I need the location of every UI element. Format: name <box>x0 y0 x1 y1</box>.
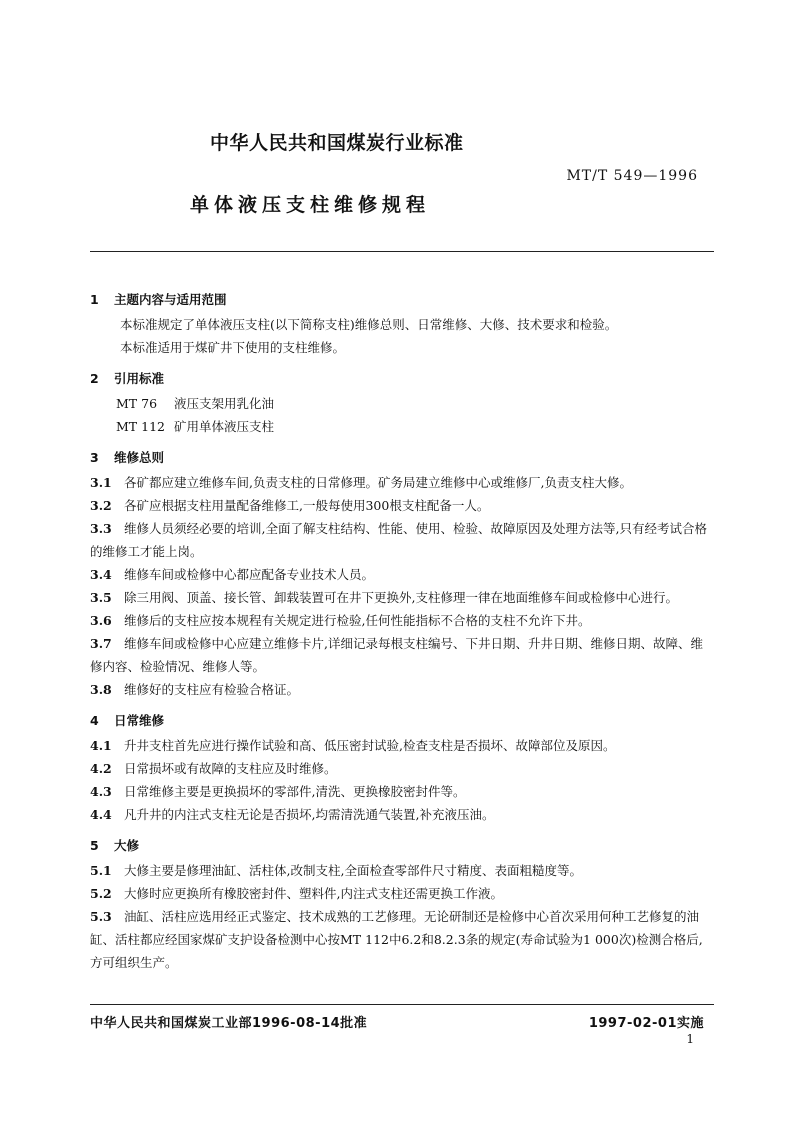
clause-text: 维修人员须经必要的培训,全面了解支柱结构、性能、使用、检验、故障原因及处理方法等,只有经考试合格的维修工才能上岗。 <box>90 521 707 559</box>
section-number: 2 <box>90 371 99 386</box>
clause-item <box>90 882 714 905</box>
clause-item <box>90 632 714 678</box>
clause-text: 维修车间或检修中心应建立维修卡片,详细记录每根支柱编号、下井日期、升井日期、维修日期、故障、维修内容、检验情况、维修人等。 <box>90 636 703 674</box>
clause-item <box>90 609 714 632</box>
clause-number: 3.1 <box>90 475 112 490</box>
header-divider <box>90 251 714 252</box>
clause-text: 日常维修主要是更换损坏的零部件,清洗、更换橡胶密封件等。 <box>124 784 466 799</box>
section-title: 日常维修 <box>114 713 165 728</box>
clause-text: 各矿应根据支柱用量配备维修工,一般每使用300根支柱配备一人。 <box>124 498 490 513</box>
clause-item <box>90 780 714 803</box>
clause-item <box>90 859 714 882</box>
issuing-organization: 中华人民共和国煤炭行业标准 <box>210 132 464 154</box>
reference-title: 液压支架用乳化油 <box>174 396 275 411</box>
clause-item <box>90 678 714 701</box>
section-heading <box>90 834 714 857</box>
clause-number: 5.1 <box>90 863 112 878</box>
section-paragraph: 本标准规定了单体液压支柱(以下简称支柱)维修总则、日常维修、大修、技术要求和检验。 <box>120 317 618 332</box>
reference-code: MT 112 <box>116 419 165 434</box>
implementation-date: 1997-02-01实施 <box>588 1016 704 1031</box>
clause-number: 3.8 <box>90 682 112 697</box>
section-title: 大修 <box>114 838 140 853</box>
clause-text: 大修主要是修理油缸、活柱体,改制支柱,全面检查零部件尺寸精度、表面粗糙度等。 <box>124 863 582 878</box>
reference-entry <box>90 415 714 438</box>
standard-code: MT/T 549—1996 <box>566 168 698 184</box>
clause-text: 日常损坏或有故障的支柱应及时维修。 <box>124 761 337 776</box>
clause-text: 升井支柱首先应进行操作试验和高、低压密封试验,检查支柱是否损坏、故障部位及原因。 <box>124 738 616 753</box>
clause-item <box>90 803 714 826</box>
section-number: 5 <box>90 838 99 853</box>
clause-number: 3.5 <box>90 590 112 605</box>
section-heading <box>90 367 714 390</box>
document-title: 单体液压支柱维修规程 <box>190 194 431 216</box>
approval-statement: 中华人民共和国煤炭工业部1996-08-14批准 <box>90 1016 368 1031</box>
clause-item <box>90 517 714 563</box>
clause-text: 维修好的支柱应有检验合格证。 <box>124 682 300 697</box>
clause-number: 3.2 <box>90 498 112 513</box>
reference-entry <box>90 392 714 415</box>
section-title: 维修总则 <box>114 450 165 465</box>
clause-text: 各矿都应建立维修车间,负责支柱的日常修理。矿务局建立维修中心或维修厂,负责支柱大修。 <box>124 475 632 490</box>
section-heading <box>90 446 714 469</box>
section-heading <box>90 709 714 732</box>
section-title: 引用标准 <box>114 371 165 386</box>
clause-number: 5.2 <box>90 886 112 901</box>
clause-item <box>90 471 714 494</box>
document-body <box>90 288 714 974</box>
section-number: 3 <box>90 450 99 465</box>
clause-number: 4.4 <box>90 807 112 822</box>
clause-item <box>90 494 714 517</box>
section-heading <box>90 288 714 311</box>
clause-text: 除三用阀、顶盖、接长管、卸载装置可在井下更换外,支柱修理一律在地面维修车间或检修中心进行。 <box>124 590 678 605</box>
section-number: 4 <box>90 713 99 728</box>
clause-number: 4.3 <box>90 784 112 799</box>
clause-number: 4.2 <box>90 761 112 776</box>
clause-text: 维修后的支柱应按本规程有关规定进行检验,任何性能指标不合格的支柱不允许下井。 <box>124 613 591 628</box>
clause-item <box>90 757 714 780</box>
reference-code: MT 76 <box>116 396 158 411</box>
clause-text: 大修时应更换所有橡胶密封件、塑料件,内注式支柱还需更换工作液。 <box>124 886 503 901</box>
clause-number: 4.1 <box>90 738 112 753</box>
section-number: 1 <box>90 292 99 307</box>
clause-item <box>90 586 714 609</box>
clause-number: 3.4 <box>90 567 112 582</box>
footer-divider <box>90 1004 714 1005</box>
clause-text: 凡升井的内注式支柱无论是否损坏,均需清洗通气装置,补充液压油。 <box>124 807 495 822</box>
reference-title: 矿用单体液压支柱 <box>174 419 275 434</box>
page-number: 1 <box>686 1032 694 1046</box>
clause-item <box>90 563 714 586</box>
section-title: 主题内容与适用范围 <box>114 292 227 307</box>
clause-item <box>90 905 714 974</box>
clause-item <box>90 734 714 757</box>
clause-number: 3.6 <box>90 613 112 628</box>
clause-text: 维修车间或检修中心都应配备专业技术人员。 <box>124 567 375 582</box>
clause-number: 3.3 <box>90 521 112 536</box>
clause-number: 3.7 <box>90 636 112 651</box>
clause-text: 油缸、活柱应选用经正式鉴定、技术成熟的工艺修理。无论研制还是检修中心首次采用何种工艺修复的油缸、活柱都应经国家煤矿支护设备检测中心按MT 112中6.2和8.2.3条的规定(寿命试验为1 000次)检测合格后,方可组织生产。 <box>90 909 703 970</box>
section-paragraph: 本标准适用于煤矿井下使用的支柱维修。 <box>120 340 346 355</box>
clause-number: 5.3 <box>90 909 112 924</box>
